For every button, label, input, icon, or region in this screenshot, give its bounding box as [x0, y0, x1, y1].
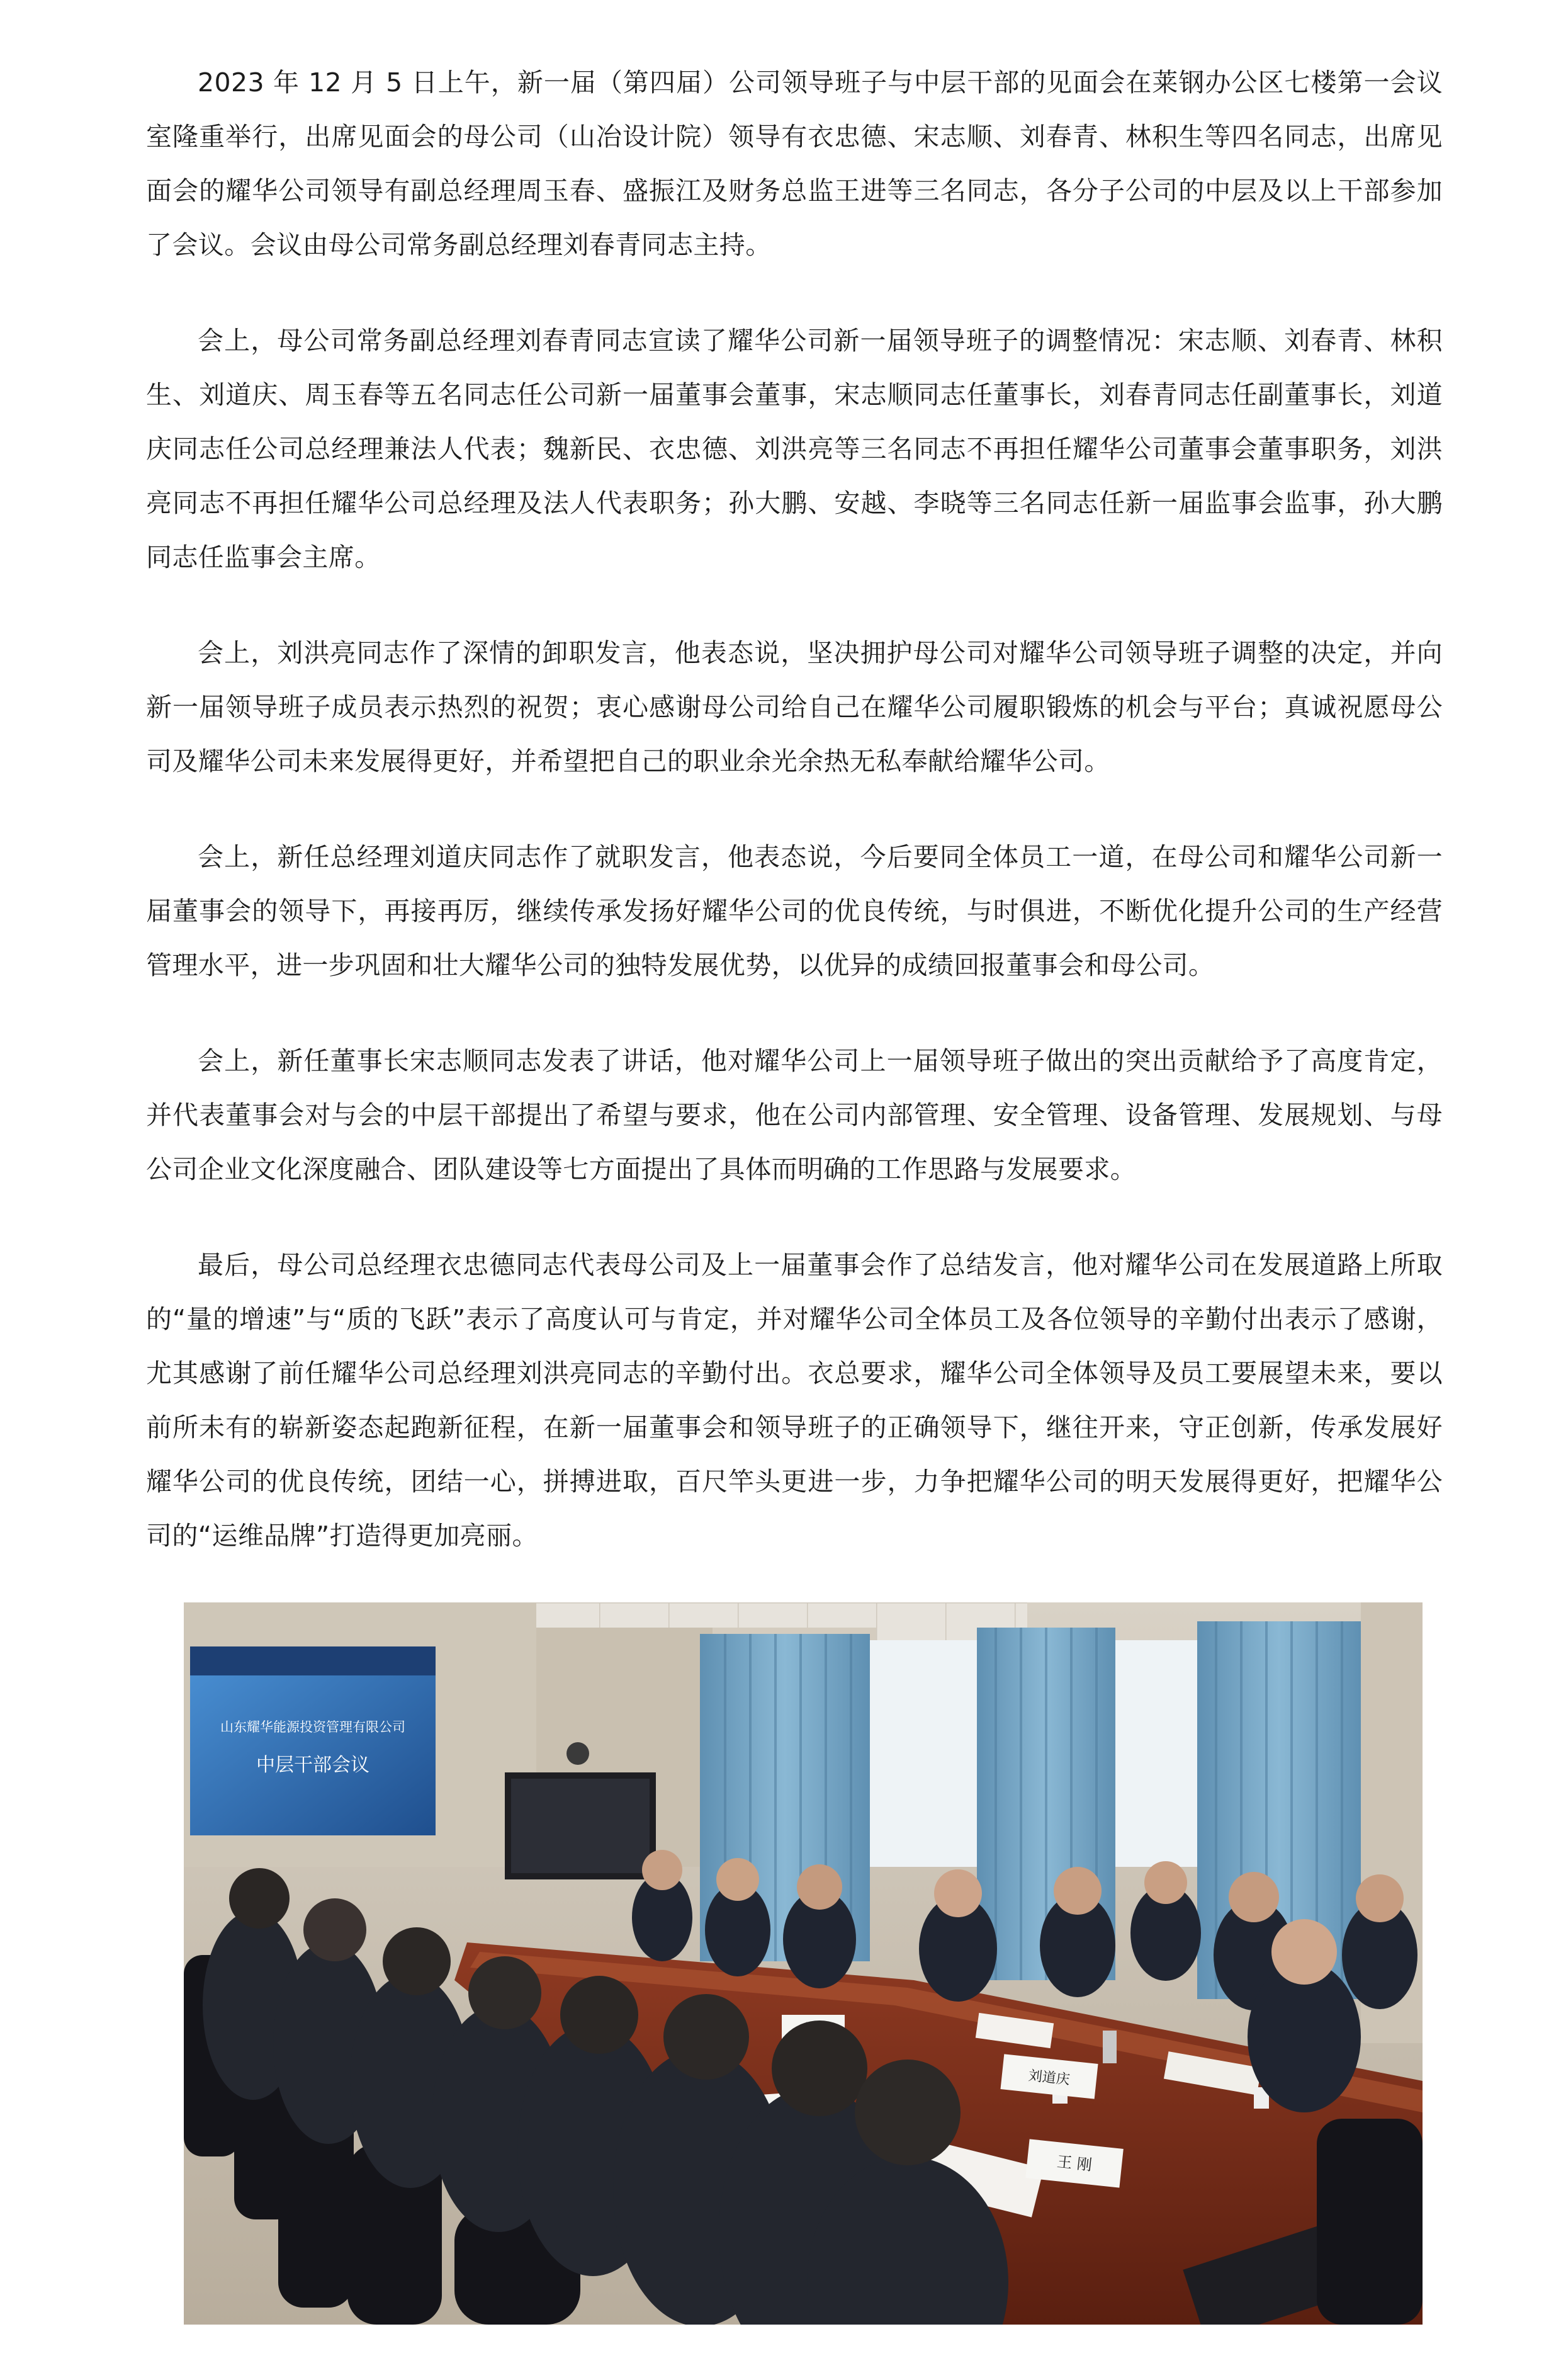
screen-company-name: 山东耀华能源投资管理有限公司	[220, 1720, 405, 1735]
paragraph-1: 2023 年 12 月 5 日上午，新一届（第四届）公司领导班子与中层干部的见面会在莱钢办公区七楼第一会议室隆重举行，出席见面会的母公司（山冶设计院）领导有衣忠德、宋志顺、刘春青、林积生等四名同志，出席见面会的耀华公司领导有副总经理周玉春、盛振江及财务总监王进等三名同志，各分子公司的中层及以上干部参加了会议。会议由母公司常务副总经理刘春青同志主持。	[146, 67, 1443, 260]
camera-icon	[566, 1742, 589, 1765]
paragraph-3: 会上，刘洪亮同志作了深情的卸职发言，他表态说，坚决拥护母公司对耀华公司领导班子调整的决定，并向新一届领导班子成员表示热烈的祝贺；衷心感谢母公司给自己在耀华公司履职锻炼的机会与平台；真诚祝愿母公司及耀华公司未来发展得更好，并希望把自己的职业余光余热无私奉献给耀华公司。	[146, 638, 1443, 776]
svg-text:王 刚: 王 刚	[1056, 2153, 1093, 2174]
svg-text:刘道庆: 刘道庆	[1027, 2068, 1071, 2088]
paragraph-5: 会上，新任董事长宋志顺同志发表了讲话，他对耀华公司上一届领导班子做出的突出贡献给予了高度肯定，并代表董事会对与会的中层干部提出了希望与要求，他在公司内部管理、安全管理、设备管理、发展规划、与母公司企业文化深度融合、团队建设等七方面提出了具体而明确的工作思路与发展要求。	[146, 1046, 1443, 1184]
paragraph-4: 会上，新任总经理刘道庆同志作了就职发言，他表态说，今后要同全体员工一道，在母公司和耀华公司新一届董事会的领导下，再接再厉，继续传承发扬好耀华公司的优良传统，与时俱进，不断优化提升公司的生产经营管理水平，进一步巩固和壮大耀华公司的独特发展优势，以优异的成绩回报董事会和母公司。	[146, 842, 1443, 980]
paragraph-6: 最后，母公司总经理衣忠德同志代表母公司及上一届董事会作了总结发言，他对耀华公司在发展道路上所取的“量的增速”与“质的飞跃”表示了高度认可与肯定，并对耀华公司全体员工及各位领导的辛勤付出表示了感谢，尤其感谢了前任耀华公司总经理刘洪亮同志的辛勤付出。衣总要求，耀华公司全体领导及员工要展望未来，要以前所未有的崭新姿态起跑新征程，在新一届董事会和领导班子的正确领导下，继往开来，守正创新，传承发展好耀华公司的优良传统，团结一心，拼搏进取，百尺竿头更进一步，力争把耀华公司的明天发展得更好，把耀华公司的“运维品牌”打造得更加亮丽。	[146, 1250, 1443, 1551]
paragraph-2: 会上，母公司常务副总经理刘春青同志宣读了耀华公司新一届领导班子的调整情况：宋志顺、刘春青、林积生、刘道庆、周玉春等五名同志任公司新一届董事会董事，宋志顺同志任董事长，刘春青同志任副董事长，刘道庆同志任公司总经理兼法人代表；魏新民、衣忠德、刘洪亮等三名同志不再担任耀华公司董事会董事职务，刘洪亮同志不再担任耀华公司总经理及法人代表职务；孙大鹏、安越、李晓等三名同志任新一届监事会监事，孙大鹏同志任监事会主席。	[146, 326, 1443, 572]
screen-title: 中层干部会议	[256, 1754, 369, 1776]
article-body	[146, 55, 1443, 1604]
projection-screen	[190, 1646, 436, 1835]
meeting-photo	[184, 1602, 1423, 2325]
